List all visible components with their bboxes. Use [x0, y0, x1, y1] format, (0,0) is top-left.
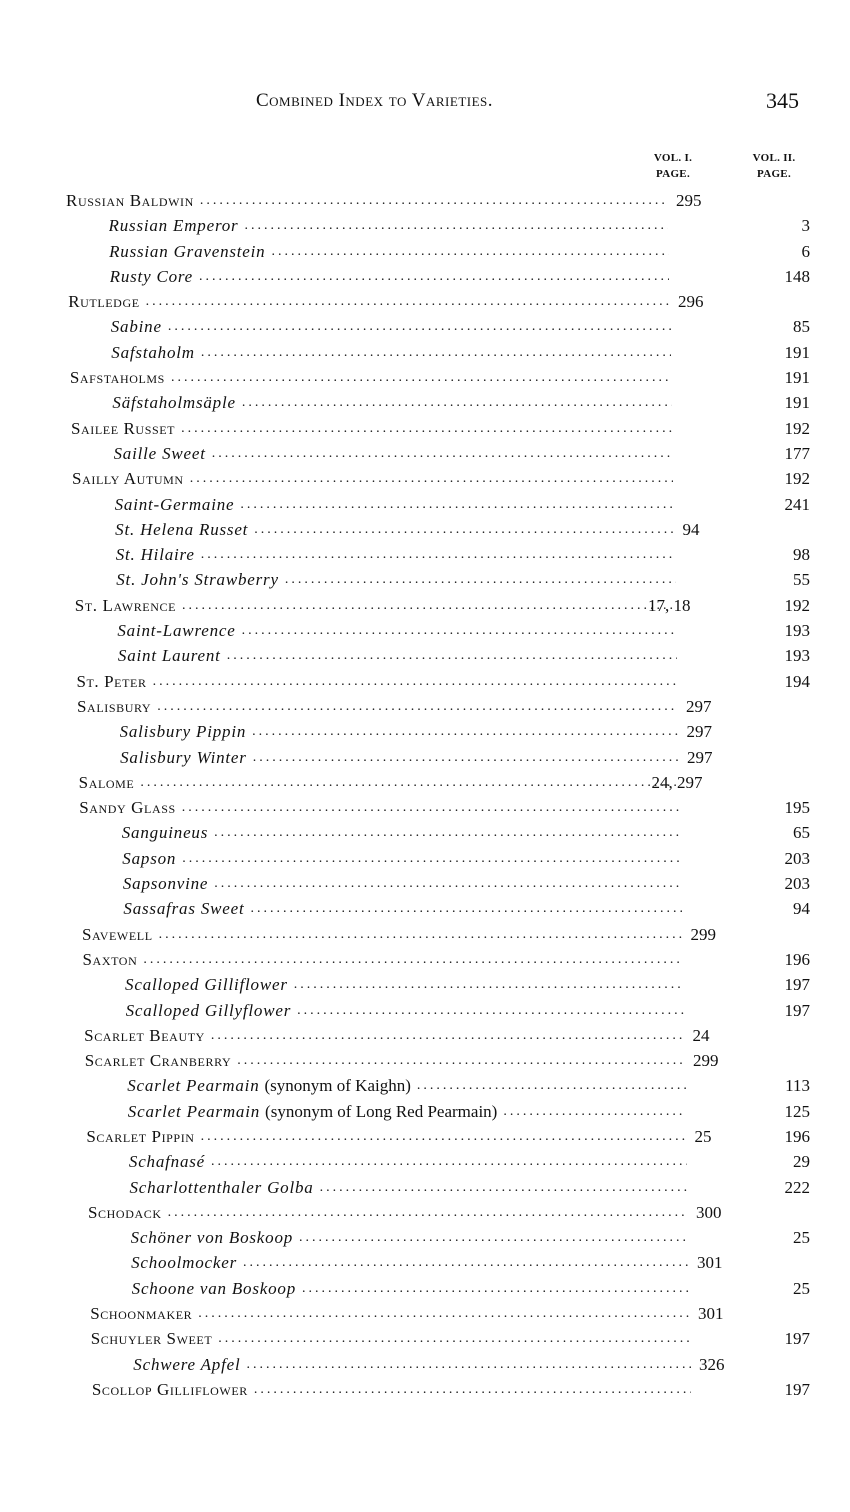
entry-name: Sassafras Sweet — [123, 899, 245, 919]
entry-label — [91, 1326, 691, 1351]
dot-leader — [184, 466, 674, 491]
index-entries — [0, 188, 850, 1402]
entry-name: Scarlet Pearmain — [127, 1101, 261, 1121]
entry-name: Schodack — [88, 1202, 162, 1222]
vol2-page: 197 — [784, 1000, 810, 1020]
dot-leader — [193, 264, 669, 289]
dot-leader — [497, 1099, 686, 1124]
entry-label — [117, 618, 676, 643]
entry-name: Saint Laurent — [117, 646, 221, 666]
vol2-page: 29 — [793, 1152, 810, 1172]
index-entry — [0, 1124, 850, 1149]
vol2-page: 203 — [784, 874, 810, 894]
entry-label — [77, 694, 678, 719]
vol1-page: 24 — [692, 1025, 710, 1045]
dot-leader — [151, 694, 678, 719]
vol1-page: 25 — [694, 1126, 712, 1146]
index-entry — [0, 820, 850, 845]
vol1-page: 299 — [690, 924, 716, 944]
vol1-page: 297 — [686, 722, 712, 742]
entry-name: Sapsonvine — [122, 874, 209, 894]
entry-name: Saxton — [82, 949, 138, 969]
entry-label — [66, 188, 668, 213]
entry-note: (synonym of Long Red Pearmain) — [265, 1101, 498, 1121]
entry-name: St. Helena Russet — [115, 519, 249, 539]
entry-label — [88, 1200, 688, 1225]
dot-leader — [238, 213, 668, 238]
dot-leader — [231, 1048, 685, 1073]
entry-name: Scarlet Cranberry — [84, 1051, 232, 1071]
vol1-column-header — [648, 150, 698, 182]
index-entry — [0, 1149, 850, 1174]
entry-name: Scarlet Pippin — [86, 1126, 195, 1146]
index-entry — [0, 745, 850, 770]
index-entry — [0, 593, 850, 618]
entry-label — [120, 719, 679, 744]
entry-label — [79, 795, 680, 820]
vol1-page: 301 — [698, 1304, 724, 1324]
entry-name: Safstaholms — [69, 368, 165, 388]
entry-label — [83, 947, 684, 972]
dot-leader — [221, 643, 677, 668]
index-entry — [0, 1200, 850, 1225]
index-entry — [0, 1073, 850, 1098]
entry-name: Russian Gravenstein — [109, 241, 266, 261]
dot-leader — [162, 314, 671, 339]
dot-leader — [176, 795, 680, 820]
index-entry — [0, 1023, 850, 1048]
dot-leader — [234, 492, 674, 517]
dot-leader — [244, 896, 682, 921]
entry-name: Scharlottenthaler Golba — [129, 1177, 314, 1197]
dot-leader — [265, 239, 669, 264]
dot-leader — [208, 820, 680, 845]
index-entry — [0, 1326, 850, 1351]
entry-name: Saille Sweet — [113, 443, 206, 463]
index-entry — [0, 1250, 850, 1275]
vol2-page: 6 — [801, 241, 810, 261]
vol1-page: 296 — [678, 292, 704, 312]
dot-leader — [192, 1301, 690, 1326]
entry-name: Schafnasé — [128, 1152, 206, 1172]
page-number: 345 — [766, 88, 799, 113]
dot-leader — [236, 390, 672, 415]
dot-leader — [205, 1149, 687, 1174]
entry-name: Russian Emperor — [108, 216, 239, 236]
entry-name: Sabine — [110, 317, 162, 337]
entry-name: Safstaholm — [111, 342, 195, 362]
index-entry — [0, 416, 850, 441]
vol1-label: VOL. I. — [653, 152, 693, 164]
index-entry — [0, 239, 850, 264]
entry-label — [129, 1175, 687, 1200]
dot-leader — [208, 871, 681, 896]
index-entry — [0, 314, 850, 339]
index-entry — [0, 643, 850, 668]
vol2-label: VOL. II. — [752, 152, 796, 164]
index-entry — [0, 542, 850, 567]
dot-leader — [137, 947, 683, 972]
vol2-page: 192 — [784, 595, 810, 615]
index-entry — [0, 972, 850, 997]
entry-label — [82, 922, 683, 947]
entry-name: St. Peter — [76, 671, 147, 691]
index-entry — [0, 1352, 850, 1377]
entry-name: Scarlet Pearmain — [127, 1076, 260, 1096]
entry-label — [122, 846, 681, 871]
entry-name: Scalloped Gillyflower — [125, 1000, 292, 1020]
index-entry — [0, 669, 850, 694]
vol1-page: 301 — [697, 1253, 723, 1273]
entry-name: Salome — [78, 772, 135, 792]
index-entry — [0, 289, 850, 314]
index-entry — [0, 1377, 850, 1402]
entry-name: Schöner von Boskoop — [130, 1228, 294, 1248]
entry-label — [85, 1048, 685, 1073]
entry-name: Scalloped Gilliflower — [125, 975, 288, 995]
index-entry — [0, 1099, 850, 1124]
entry-label — [131, 1225, 689, 1250]
entry-label — [79, 770, 680, 795]
entry-label — [115, 517, 674, 542]
index-entry — [0, 998, 850, 1023]
index-entry — [0, 846, 850, 871]
vol2-page: 222 — [784, 1177, 810, 1197]
index-entry — [0, 365, 850, 390]
index-entry — [0, 795, 850, 820]
index-entry — [0, 719, 850, 744]
vol2-page: 195 — [784, 798, 810, 818]
dot-leader — [162, 1200, 688, 1225]
vol2-page: 3 — [801, 216, 810, 236]
entry-label — [123, 871, 682, 896]
index-entry — [0, 517, 850, 542]
entry-name: Rutledge — [68, 292, 140, 312]
entry-label — [109, 213, 669, 238]
dot-leader — [240, 1352, 691, 1377]
entry-label — [133, 1352, 691, 1377]
index-entry — [0, 1276, 850, 1301]
index-entry — [0, 441, 850, 466]
entry-name: St. Lawrence — [74, 595, 177, 615]
vol2-page: 192 — [784, 469, 810, 489]
entry-label — [116, 567, 675, 592]
vol2-page: 125 — [784, 1101, 810, 1121]
index-entry — [0, 567, 850, 592]
vol2-page: 55 — [793, 570, 810, 590]
vol1-page: 24, 297 — [651, 772, 703, 792]
index-entry — [0, 466, 850, 491]
vol2-page: 197 — [784, 1329, 810, 1349]
entry-name: Salisbury — [77, 696, 152, 716]
vol2-page: 194 — [784, 671, 810, 691]
vol2-page: 94 — [793, 899, 810, 919]
dot-leader — [246, 719, 678, 744]
entry-label — [131, 1250, 689, 1275]
dot-leader — [411, 1073, 686, 1098]
vol2-page: 25 — [793, 1228, 810, 1248]
vol2-page: 98 — [793, 545, 810, 565]
entry-label — [115, 492, 674, 517]
entry-label — [132, 1276, 690, 1301]
index-entry — [0, 1225, 850, 1250]
entry-label — [70, 365, 672, 390]
dot-leader — [288, 972, 684, 997]
dot-leader — [176, 846, 681, 871]
index-entry — [0, 618, 850, 643]
vol2-page: 85 — [793, 317, 810, 337]
vol2-page: 203 — [784, 848, 810, 868]
entry-label — [129, 1149, 687, 1174]
dot-leader — [195, 1124, 687, 1149]
vol2-column-header — [742, 150, 806, 182]
entry-name: Saint-Germaine — [114, 494, 235, 514]
dot-leader — [194, 188, 668, 213]
dot-leader — [291, 998, 684, 1023]
dot-leader — [153, 922, 683, 947]
dot-leader — [279, 567, 676, 592]
vol1-page: 299 — [693, 1051, 719, 1071]
vol2-page: 196 — [784, 949, 810, 969]
dot-leader — [296, 1276, 689, 1301]
entry-label — [126, 998, 684, 1023]
vol1-page: 94 — [682, 519, 700, 539]
entry-name: Sanguineus — [121, 823, 209, 843]
entry-label — [120, 745, 679, 770]
index-entry — [0, 340, 850, 365]
entry-label — [125, 972, 683, 997]
index-entry — [0, 1175, 850, 1200]
entry-label — [123, 896, 682, 921]
dot-leader — [140, 289, 670, 314]
vol1-page: 295 — [676, 191, 702, 210]
entry-name: Russian Baldwin — [66, 191, 194, 210]
index-entry — [0, 264, 850, 289]
vol1-page: 297 — [687, 747, 713, 767]
vol2-page: 113 — [785, 1076, 810, 1096]
dot-leader — [134, 770, 679, 795]
entry-name: Saint-Lawrence — [117, 621, 236, 641]
entry-label — [111, 340, 671, 365]
entry-name: Schoone van Boskoop — [131, 1278, 297, 1298]
index-entry — [0, 390, 850, 415]
vol2-page: 177 — [784, 443, 810, 463]
entry-label — [118, 643, 677, 668]
entry-name: St. John's Strawberry — [116, 570, 279, 590]
running-title: Combined Index to Varieties. — [256, 90, 494, 111]
entry-label — [127, 1073, 685, 1098]
vol2-page: 25 — [793, 1278, 810, 1298]
dot-leader — [147, 669, 678, 694]
entry-label — [114, 441, 674, 466]
dot-leader — [247, 745, 679, 770]
entry-label — [84, 1023, 684, 1048]
vol1-page: 17, 18 — [648, 595, 691, 615]
entry-name: Sailly Autumn — [72, 469, 184, 489]
entry-label — [116, 542, 675, 567]
dot-leader — [206, 441, 673, 466]
dot-leader — [176, 593, 676, 618]
entry-label — [86, 1124, 686, 1149]
dot-leader — [248, 1377, 692, 1402]
index-entry — [0, 1048, 850, 1073]
dot-leader — [165, 365, 672, 390]
entry-name: Savewell — [81, 924, 153, 944]
vol2-page: 241 — [784, 494, 810, 514]
entry-label — [71, 416, 673, 441]
entry-name: Salisbury Winter — [120, 747, 247, 767]
index-entry — [0, 213, 850, 238]
entry-name: Salisbury Pippin — [119, 722, 247, 742]
index-entry — [0, 947, 850, 972]
vol2-page: 191 — [784, 393, 810, 413]
entry-label — [122, 820, 681, 845]
entry-label — [75, 593, 676, 618]
vol2-page: 197 — [784, 1379, 810, 1399]
entry-name: St. Hilaire — [115, 545, 195, 565]
dot-leader — [195, 542, 675, 567]
entry-label — [92, 1377, 692, 1402]
entry-label — [110, 264, 670, 289]
vol2-page: 192 — [784, 418, 810, 438]
index-entry — [0, 188, 850, 213]
entry-label — [109, 239, 669, 264]
entry-name: Schoonmaker — [90, 1304, 193, 1324]
entry-label — [90, 1301, 690, 1326]
vol2-page: 148 — [784, 266, 810, 286]
dot-leader — [314, 1175, 688, 1200]
dot-leader — [205, 1023, 685, 1048]
vol2-page: 197 — [784, 975, 810, 995]
entry-name: Sapson — [122, 848, 177, 868]
entry-label — [128, 1099, 686, 1124]
index-entry — [0, 694, 850, 719]
entry-label — [76, 669, 677, 694]
entry-name: Säfstaholmsäple — [112, 393, 236, 413]
entry-note: (synonym of Kaighn) — [264, 1076, 411, 1096]
dot-leader — [236, 618, 677, 643]
entry-name: Sandy Glass — [79, 798, 176, 818]
vol1-page: 297 — [686, 696, 712, 716]
index-entry — [0, 896, 850, 921]
index-entry — [0, 770, 850, 795]
entry-name: Scarlet Beauty — [84, 1025, 205, 1045]
dot-leader — [237, 1250, 689, 1275]
entry-label — [68, 289, 670, 314]
vol2-page: 193 — [784, 621, 810, 641]
index-entry — [0, 492, 850, 517]
entry-name: Scollop Gilliflower — [91, 1379, 248, 1399]
index-entry — [0, 1301, 850, 1326]
index-entry — [0, 871, 850, 896]
vol2-page: 65 — [793, 823, 810, 843]
vol2-page: 196 — [784, 1126, 810, 1146]
entry-name: Schwere Apfel — [133, 1354, 241, 1374]
vol2-page: 191 — [784, 368, 810, 388]
vol1-page-label: PAGE. — [656, 168, 690, 180]
entry-label — [112, 390, 672, 415]
entry-name: Schuyler Sweet — [90, 1329, 213, 1349]
dot-leader — [175, 416, 672, 441]
dot-leader — [248, 517, 674, 542]
vol2-page-label: PAGE. — [757, 168, 791, 180]
vol1-page: 326 — [699, 1354, 725, 1374]
entry-name: Schoolmocker — [131, 1253, 237, 1273]
entry-label — [111, 314, 671, 339]
entry-name: Rusty Core — [109, 266, 194, 286]
dot-leader — [293, 1225, 688, 1250]
entry-label — [72, 466, 673, 491]
vol2-page: 193 — [784, 646, 810, 666]
dot-leader — [212, 1326, 690, 1351]
entry-name: Sailee Russet — [70, 418, 176, 438]
index-entry — [0, 922, 850, 947]
vol1-page: 300 — [696, 1202, 722, 1222]
vol2-page: 191 — [784, 342, 810, 362]
dot-leader — [195, 340, 671, 365]
